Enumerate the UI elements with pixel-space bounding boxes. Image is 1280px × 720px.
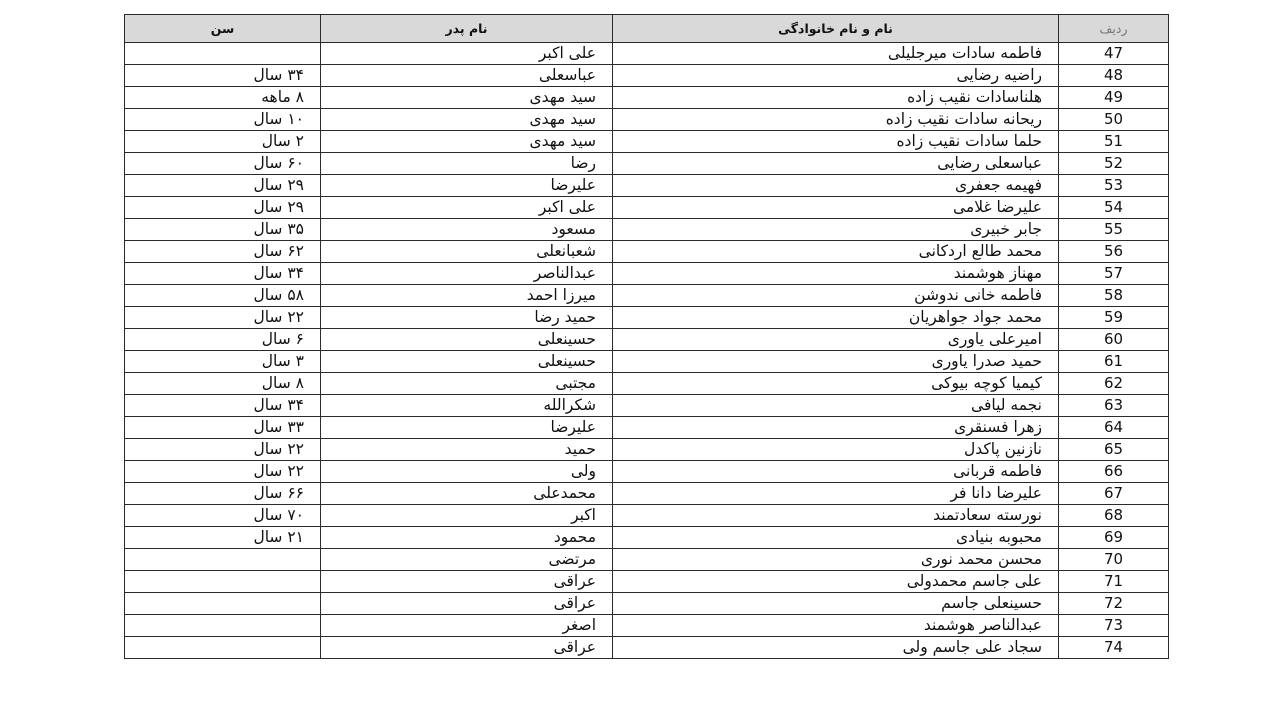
table-row xyxy=(125,527,1169,549)
full-name-cell: ریحانه سادات نقیب زاده xyxy=(613,109,1059,131)
age-cell: ۳۴ سال xyxy=(125,395,321,417)
father-name-cell: محمود xyxy=(321,527,613,549)
age-cell xyxy=(125,549,321,571)
father-name-cell: مرتضی xyxy=(321,549,613,571)
full-name-cell: محسن محمد نوری xyxy=(613,549,1059,571)
row-number-cell: 57 xyxy=(1059,263,1169,285)
age-cell: ۳۴ سال xyxy=(125,263,321,285)
father-name-cell: اکبر xyxy=(321,505,613,527)
table-row xyxy=(125,65,1169,87)
full-name-cell: سجاد علی جاسم ولی xyxy=(613,637,1059,659)
row-number-cell: 73 xyxy=(1059,615,1169,637)
table-row xyxy=(125,637,1169,659)
age-cell: ۲ سال xyxy=(125,131,321,153)
age-cell: ۶ سال xyxy=(125,329,321,351)
full-name-cell: فاطمه قربانی xyxy=(613,461,1059,483)
full-name-cell: زهرا فسنقری xyxy=(613,417,1059,439)
full-name-cell: جابر خبیری xyxy=(613,219,1059,241)
row-number-cell: 66 xyxy=(1059,461,1169,483)
full-name-cell: هلناسادات نقیب زاده xyxy=(613,87,1059,109)
father-name-cell: مسعود xyxy=(321,219,613,241)
age-cell: ۲۹ سال xyxy=(125,175,321,197)
age-cell: ۲۲ سال xyxy=(125,461,321,483)
father-name-cell: ولی xyxy=(321,461,613,483)
full-name-cell: فهیمه جعفری xyxy=(613,175,1059,197)
row-number-cell: 55 xyxy=(1059,219,1169,241)
row-number-cell: 56 xyxy=(1059,241,1169,263)
age-cell: ۸ سال xyxy=(125,373,321,395)
age-cell: ۳۴ سال xyxy=(125,65,321,87)
table-row xyxy=(125,395,1169,417)
age-cell: ۲۱ سال xyxy=(125,527,321,549)
row-number-cell: 70 xyxy=(1059,549,1169,571)
father-name-cell: میرزا احمد xyxy=(321,285,613,307)
table-row xyxy=(125,461,1169,483)
age-cell: ۵۸ سال xyxy=(125,285,321,307)
header-father-name: نام پدر xyxy=(321,15,613,43)
age-cell: ۲۲ سال xyxy=(125,439,321,461)
full-name-cell: کیمیا کوچه بیوکی xyxy=(613,373,1059,395)
age-cell xyxy=(125,43,321,65)
table-row xyxy=(125,351,1169,373)
table-row xyxy=(125,175,1169,197)
full-name-cell: حمید صدرا یاوری xyxy=(613,351,1059,373)
row-number-cell: 69 xyxy=(1059,527,1169,549)
row-number-cell: 53 xyxy=(1059,175,1169,197)
header-full-name: نام و نام خانوادگی xyxy=(613,15,1059,43)
table-body xyxy=(125,43,1169,659)
table-row xyxy=(125,43,1169,65)
father-name-cell: سید مهدی xyxy=(321,87,613,109)
table-row xyxy=(125,307,1169,329)
row-number-cell: 61 xyxy=(1059,351,1169,373)
age-cell xyxy=(125,637,321,659)
father-name-cell: علیرضا xyxy=(321,417,613,439)
full-name-cell: راضیه رضایی xyxy=(613,65,1059,87)
row-number-cell: 68 xyxy=(1059,505,1169,527)
table-row xyxy=(125,615,1169,637)
full-name-cell: محمد جواد جواهریان xyxy=(613,307,1059,329)
row-number-cell: 71 xyxy=(1059,571,1169,593)
table-row xyxy=(125,571,1169,593)
table-row xyxy=(125,219,1169,241)
row-number-cell: 50 xyxy=(1059,109,1169,131)
full-name-cell: نورسته سعادتمند xyxy=(613,505,1059,527)
row-number-cell: 59 xyxy=(1059,307,1169,329)
age-cell: ۳۳ سال xyxy=(125,417,321,439)
father-name-cell: عباسعلی xyxy=(321,65,613,87)
table-row xyxy=(125,109,1169,131)
father-name-cell: حسینعلی xyxy=(321,351,613,373)
father-name-cell: عراقی xyxy=(321,637,613,659)
father-name-cell: علی اکبر xyxy=(321,43,613,65)
father-name-cell: شعبانعلی xyxy=(321,241,613,263)
row-number-cell: 64 xyxy=(1059,417,1169,439)
father-name-cell: رضا xyxy=(321,153,613,175)
row-number-cell: 60 xyxy=(1059,329,1169,351)
row-number-cell: 54 xyxy=(1059,197,1169,219)
header-row xyxy=(125,15,1169,43)
table-row xyxy=(125,505,1169,527)
table-row xyxy=(125,329,1169,351)
table-row xyxy=(125,439,1169,461)
table-row xyxy=(125,285,1169,307)
table-header xyxy=(125,15,1169,43)
father-name-cell: حسینعلی xyxy=(321,329,613,351)
table-row xyxy=(125,197,1169,219)
age-cell: ۲۹ سال xyxy=(125,197,321,219)
table-row xyxy=(125,153,1169,175)
age-cell: ۳ سال xyxy=(125,351,321,373)
full-name-cell: عبدالناصر هوشمند xyxy=(613,615,1059,637)
row-number-cell: 72 xyxy=(1059,593,1169,615)
row-number-cell: 65 xyxy=(1059,439,1169,461)
header-age: سن xyxy=(125,15,321,43)
full-name-cell: علی جاسم محمدولی xyxy=(613,571,1059,593)
full-name-cell: نجمه لیافی xyxy=(613,395,1059,417)
victims-table xyxy=(124,14,1169,659)
father-name-cell: سید مهدی xyxy=(321,131,613,153)
father-name-cell: شکرالله xyxy=(321,395,613,417)
table-row xyxy=(125,131,1169,153)
row-number-cell: 49 xyxy=(1059,87,1169,109)
row-number-cell: 48 xyxy=(1059,65,1169,87)
age-cell: ۳۵ سال xyxy=(125,219,321,241)
full-name-cell: نازنین پاکدل xyxy=(613,439,1059,461)
row-number-cell: 47 xyxy=(1059,43,1169,65)
father-name-cell: اصغر xyxy=(321,615,613,637)
father-name-cell: سید مهدی xyxy=(321,109,613,131)
father-name-cell: عراقی xyxy=(321,593,613,615)
row-number-cell: 58 xyxy=(1059,285,1169,307)
full-name-cell: مهناز هوشمند xyxy=(613,263,1059,285)
father-name-cell: عبدالناصر xyxy=(321,263,613,285)
full-name-cell: عباسعلی رضایی xyxy=(613,153,1059,175)
age-cell: ۲۲ سال xyxy=(125,307,321,329)
age-cell xyxy=(125,571,321,593)
age-cell: ۶۶ سال xyxy=(125,483,321,505)
full-name-cell: حلما سادات نقیب زاده xyxy=(613,131,1059,153)
table-row xyxy=(125,87,1169,109)
table-row xyxy=(125,373,1169,395)
full-name-cell: امیرعلی یاوری xyxy=(613,329,1059,351)
full-name-cell: محمد طالع اردکانی xyxy=(613,241,1059,263)
father-name-cell: محمدعلی xyxy=(321,483,613,505)
header-row-number: ردیف xyxy=(1059,15,1169,43)
father-name-cell: علیرضا xyxy=(321,175,613,197)
father-name-cell: عراقی xyxy=(321,571,613,593)
row-number-cell: 67 xyxy=(1059,483,1169,505)
full-name-cell: فاطمه خانی ندوشن xyxy=(613,285,1059,307)
father-name-cell: مجتبی xyxy=(321,373,613,395)
age-cell: ۷۰ سال xyxy=(125,505,321,527)
row-number-cell: 51 xyxy=(1059,131,1169,153)
father-name-cell: علی اکبر xyxy=(321,197,613,219)
age-cell: ۸ ماهه xyxy=(125,87,321,109)
age-cell xyxy=(125,593,321,615)
table-row xyxy=(125,549,1169,571)
age-cell: ۱۰ سال xyxy=(125,109,321,131)
full-name-cell: علیرضا غلامی xyxy=(613,197,1059,219)
father-name-cell: حمید رضا xyxy=(321,307,613,329)
full-name-cell: محبوبه بنیادی xyxy=(613,527,1059,549)
full-name-cell: فاطمه سادات میرجلیلی xyxy=(613,43,1059,65)
table-row xyxy=(125,263,1169,285)
table-row xyxy=(125,241,1169,263)
row-number-cell: 74 xyxy=(1059,637,1169,659)
full-name-cell: علیرضا دانا فر xyxy=(613,483,1059,505)
table-row xyxy=(125,593,1169,615)
row-number-cell: 63 xyxy=(1059,395,1169,417)
table-row xyxy=(125,417,1169,439)
age-cell xyxy=(125,615,321,637)
table-row xyxy=(125,483,1169,505)
full-name-cell: حسینعلی جاسم xyxy=(613,593,1059,615)
age-cell: ۶۲ سال xyxy=(125,241,321,263)
father-name-cell: حمید xyxy=(321,439,613,461)
row-number-cell: 62 xyxy=(1059,373,1169,395)
row-number-cell: 52 xyxy=(1059,153,1169,175)
age-cell: ۶۰ سال xyxy=(125,153,321,175)
